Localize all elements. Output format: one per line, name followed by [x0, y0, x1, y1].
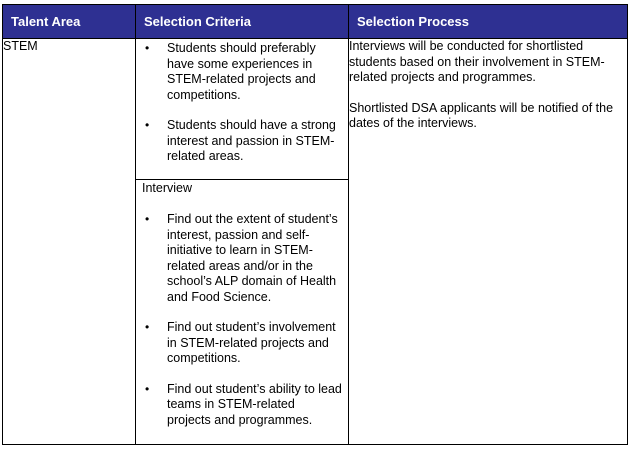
header-row: [3, 5, 628, 39]
process-paragraph: Shortlisted DSA applicants will be notified of the dates of the interviews.: [349, 100, 614, 130]
bullet-icon: •: [145, 320, 150, 334]
list-item: [142, 382, 342, 429]
interview-section: [136, 180, 348, 443]
criteria-text: Students should preferably have some experiences in STEM-related projects and competitions.: [167, 41, 316, 102]
bullet-icon: •: [145, 381, 150, 396]
header-selection-process: Selection Process: [349, 5, 628, 39]
criteria-list: [142, 41, 342, 165]
bullet-icon: •: [145, 41, 150, 55]
talent-area-cell: STEM: [3, 39, 136, 445]
header-talent-area: Talent Area: [3, 5, 136, 39]
criteria-cell: [136, 39, 349, 445]
criteria-top-section: [136, 39, 348, 180]
interview-text: Find out the extent of student’s interest, passion and self-initiative to learn in STEM-related areas and/or in the school’s ALP domain of Health and Food Science.: [167, 212, 338, 304]
interview-heading: Interview: [142, 180, 193, 195]
interview-text: Find out student’s ability to lead teams in STEM-related projects and programmes.: [167, 381, 342, 427]
selection-table: [2, 4, 628, 445]
process-cell: [349, 39, 628, 445]
bullet-icon: •: [145, 118, 150, 132]
table-row: [3, 39, 628, 445]
list-item: [142, 41, 342, 103]
interview-list: [142, 212, 342, 428]
list-item: [142, 320, 342, 367]
criteria-text: Students should have a strong interest and passion in STEM-related areas.: [167, 118, 336, 163]
interview-text: Find out student’s involvement in STEM-related projects and competitions.: [167, 320, 336, 365]
process-paragraph: Interviews will be conducted for shortlisted students based on their involvement in STEM-related projects and programmes.: [349, 39, 605, 84]
list-item: [142, 212, 342, 305]
bullet-icon: •: [145, 212, 150, 226]
list-item: [142, 118, 342, 165]
header-selection-criteria: Selection Criteria: [136, 5, 349, 39]
